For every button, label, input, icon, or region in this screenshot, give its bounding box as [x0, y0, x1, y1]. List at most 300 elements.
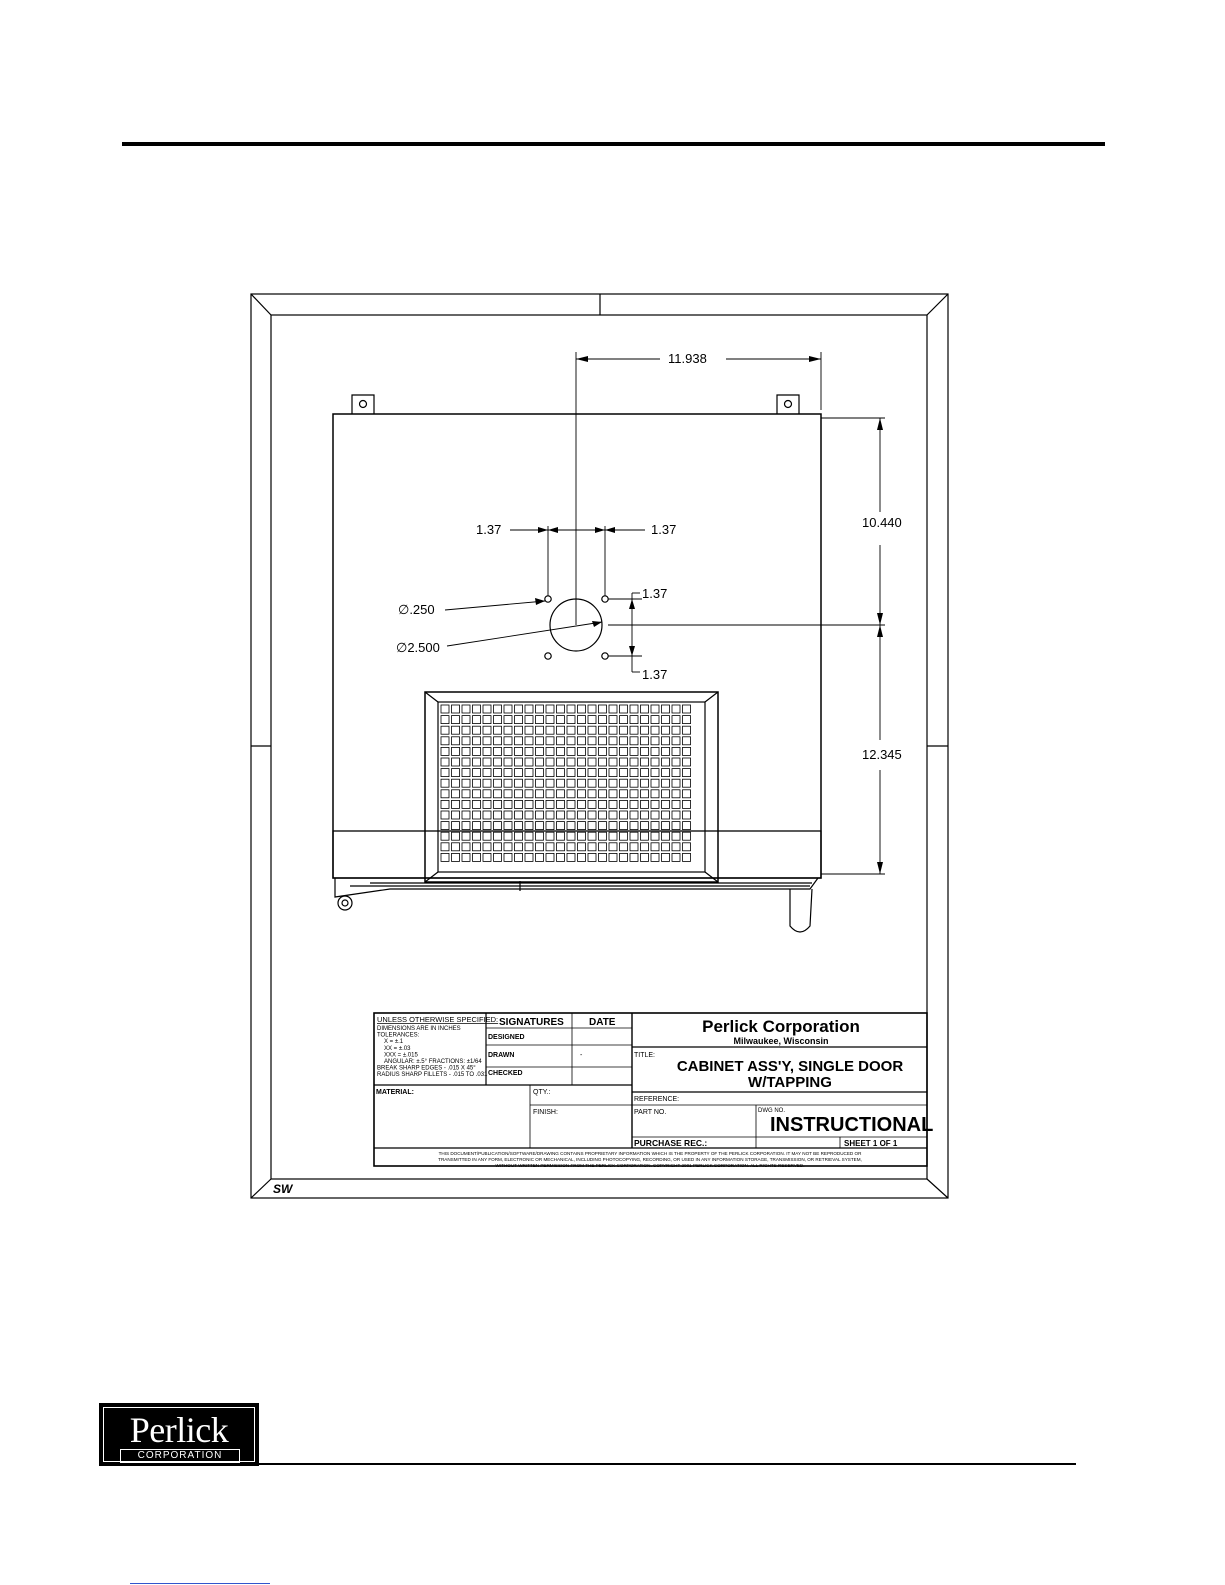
grille-cell: [683, 737, 691, 745]
company-name: Perlick Corporation: [702, 1017, 860, 1036]
grille-cell: [452, 800, 460, 808]
grille-cell: [672, 726, 680, 734]
grille-cell: [483, 843, 491, 851]
grille-cell: [630, 811, 638, 819]
grille-cell: [588, 800, 596, 808]
grille-cell: [641, 853, 649, 861]
grille-cell: [462, 716, 470, 724]
grille-cell: [683, 705, 691, 713]
grille-cell: [662, 822, 670, 830]
grille-cell: [641, 832, 649, 840]
grille-cell: [662, 832, 670, 840]
grille-cell: [651, 811, 659, 819]
grille-cell: [441, 800, 449, 808]
grille-cell: [578, 790, 586, 798]
grille-cell: [557, 705, 565, 713]
grille-cell: [588, 822, 596, 830]
grille-cell: [462, 853, 470, 861]
grille-cell: [473, 779, 481, 787]
grille-cell: [462, 811, 470, 819]
grille-cell: [662, 800, 670, 808]
grille-cell: [567, 779, 575, 787]
sheet-mark: SW: [273, 1182, 293, 1196]
finish-label: FINISH:: [533, 1109, 558, 1116]
grille-cell: [683, 716, 691, 724]
grille-cell: [557, 747, 565, 755]
logo-border: [103, 1407, 255, 1462]
grille-cell: [620, 800, 628, 808]
grille-cell: [609, 790, 617, 798]
grille-cell: [546, 779, 554, 787]
grille-cell: [483, 853, 491, 861]
grille-cell: [578, 716, 586, 724]
grille-cell: [462, 843, 470, 851]
grille-cell: [588, 853, 596, 861]
grille-cell: [504, 716, 512, 724]
grille-cell: [546, 747, 554, 755]
grille-cell: [483, 737, 491, 745]
grille-cell: [441, 758, 449, 766]
dim-hole-spacing-bottom: 1.37: [642, 667, 668, 682]
grille-cell: [609, 843, 617, 851]
grille-cell: [515, 853, 523, 861]
sheet-label: SHEET 1 OF 1: [844, 1139, 898, 1148]
grille-cell: [525, 747, 533, 755]
grille-cell: [515, 779, 523, 787]
grille-cell: [651, 737, 659, 745]
grille-cell: [630, 779, 638, 787]
kick-plate: [333, 831, 821, 878]
grille-cell: [662, 716, 670, 724]
grille-cell: [567, 790, 575, 798]
tolerance-line: XX = ±.03: [384, 1045, 411, 1052]
small-hole-bottom-left: [545, 653, 551, 659]
grille-cell: [609, 853, 617, 861]
grille-cell: [483, 811, 491, 819]
grille-cell: [483, 758, 491, 766]
grille-cell: [473, 769, 481, 777]
grille-cell: [609, 737, 617, 745]
grille-cell: [462, 822, 470, 830]
grille-cell: [672, 822, 680, 830]
grille-cell: [483, 790, 491, 798]
grille-cell: [462, 832, 470, 840]
grille-cell: [515, 832, 523, 840]
grille-cell: [483, 705, 491, 713]
grille-cell: [525, 779, 533, 787]
grille-cell: [473, 832, 481, 840]
grille-cell: [567, 758, 575, 766]
grille-cell: [557, 726, 565, 734]
grille-cell: [546, 705, 554, 713]
grille-cell: [578, 769, 586, 777]
grille-cell: [683, 779, 691, 787]
grille-cell: [557, 832, 565, 840]
grille-cell: [662, 737, 670, 745]
tolerance-line: TOLERANCES:: [377, 1032, 420, 1039]
grille-cell: [452, 790, 460, 798]
grille-cell: [567, 843, 575, 851]
grille-cell: [494, 853, 502, 861]
dim-large-hole-diameter: ∅2.500: [396, 640, 440, 655]
grille-cell: [567, 853, 575, 861]
grille-cell: [578, 747, 586, 755]
grille-cell: [588, 737, 596, 745]
grille-cell: [630, 747, 638, 755]
grille-cell: [441, 779, 449, 787]
grille-cell: [525, 716, 533, 724]
grille-cell: [504, 726, 512, 734]
grille-cell: [672, 843, 680, 851]
grille-cell: [525, 726, 533, 734]
grille-cell: [546, 769, 554, 777]
grille-cell: [546, 811, 554, 819]
grille-cell: [662, 811, 670, 819]
grille-cell: [609, 758, 617, 766]
grille-cell: [515, 790, 523, 798]
grille-cell: [620, 737, 628, 745]
grille-cell: [452, 853, 460, 861]
grille-cell: [504, 747, 512, 755]
grille-cell: [630, 716, 638, 724]
grille-cell: [630, 769, 638, 777]
reference-label: REFERENCE:: [634, 1096, 680, 1103]
grille-cell: [546, 843, 554, 851]
grille-cell: [441, 705, 449, 713]
grille-cell: [683, 843, 691, 851]
grille-cell: [515, 800, 523, 808]
grille-cell: [494, 790, 502, 798]
grille-cell: [515, 705, 523, 713]
grille-cell: [557, 737, 565, 745]
grille-cell: [567, 800, 575, 808]
grille-cell: [609, 747, 617, 755]
grille-cell: [536, 822, 544, 830]
grille-cell: [567, 769, 575, 777]
title-label: TITLE:: [634, 1052, 656, 1059]
grille-cell: [504, 737, 512, 745]
grille-cell: [672, 769, 680, 777]
grille-cell: [651, 779, 659, 787]
grille-cell: [620, 853, 628, 861]
grille-cell: [672, 790, 680, 798]
grille-cell: [567, 822, 575, 830]
grille-cell: [504, 832, 512, 840]
grille-cell: [567, 716, 575, 724]
grille-cell: [515, 716, 523, 724]
grille-cell: [630, 822, 638, 830]
grille-cell: [609, 716, 617, 724]
dim-hole-spacing-left: 1.37: [476, 522, 502, 537]
grille-cell: [651, 853, 659, 861]
footer-link-line: [130, 1583, 270, 1584]
grille-cell: [620, 726, 628, 734]
grille-cell: [672, 747, 680, 755]
grille-cell: [609, 822, 617, 830]
logo-corporation: CORPORATION: [120, 1449, 240, 1463]
grille-cell: [609, 800, 617, 808]
grille-cell: [651, 800, 659, 808]
grille-cell: [452, 758, 460, 766]
grille-cell: [609, 726, 617, 734]
proprietary-notice-line: TRANSMITTED IN ANY FORM, ELECTRONIC OR MECHANICAL, INCLUDING PHOTOCOPYING, RECORDING, OR USED IN ANY INFORMATION STORAGE, TRANSMISSION, OR RETRIEVAL SYSTEM,: [438, 1157, 862, 1162]
grille-cell: [599, 790, 607, 798]
grille-cell: [557, 716, 565, 724]
grille-cell: [494, 779, 502, 787]
grille-cell: [630, 705, 638, 713]
grille-cell: [683, 747, 691, 755]
purchase-rec-label: PURCHASE REC.:: [634, 1138, 708, 1148]
grille-cell: [452, 779, 460, 787]
grille-cell: [525, 832, 533, 840]
grille-cell: [630, 726, 638, 734]
grille-cell: [599, 747, 607, 755]
grille-cell: [452, 705, 460, 713]
grille-cell: [494, 800, 502, 808]
grille-cell: [462, 769, 470, 777]
small-hole-top-right: [602, 596, 608, 602]
grille-cell: [483, 747, 491, 755]
grille-cell: [525, 769, 533, 777]
tolerance-heading: UNLESS OTHERWISE SPECIFIED:: [377, 1015, 499, 1024]
grille-cell: [473, 790, 481, 798]
grille-cell: [683, 822, 691, 830]
grille-cell: [441, 822, 449, 830]
dim-upper-height: 10.440: [862, 515, 902, 530]
grille-cell: [599, 716, 607, 724]
grille-cell: [515, 843, 523, 851]
grille-cell: [536, 716, 544, 724]
grille-cell: [651, 822, 659, 830]
grille-cell: [504, 758, 512, 766]
grille-cell: [557, 758, 565, 766]
grille-cell: [630, 758, 638, 766]
grille-cell: [473, 726, 481, 734]
grille-cell: [536, 705, 544, 713]
dim-small-hole-diameter: ∅.250: [398, 602, 435, 617]
grille-cell: [630, 790, 638, 798]
grille-cell: [609, 811, 617, 819]
tolerance-line: ANGULAR: ±.5° FRACTIONS: ±1/64: [384, 1059, 482, 1065]
grille-cell: [504, 800, 512, 808]
grille-cell: [651, 747, 659, 755]
grille-cell: [588, 769, 596, 777]
grille-cell: [672, 853, 680, 861]
grille-cell: [683, 758, 691, 766]
grille-cell: [578, 726, 586, 734]
company-location: Milwaukee, Wisconsin: [733, 1036, 829, 1046]
dwg-no-label: DWG NO.: [758, 1108, 785, 1114]
small-hole-top-left: [545, 596, 551, 602]
grille-cell: [536, 843, 544, 851]
grille-cell: [441, 726, 449, 734]
grille-cell: [567, 747, 575, 755]
grille-cell: [578, 832, 586, 840]
grille-cell: [452, 832, 460, 840]
grille-cell: [546, 758, 554, 766]
grille-cell: [630, 832, 638, 840]
grille-cell: [441, 843, 449, 851]
grille-cell: [588, 716, 596, 724]
grille-cell: [641, 716, 649, 724]
grille-cell: [546, 737, 554, 745]
grille-cell: [452, 726, 460, 734]
grille-cell: [599, 800, 607, 808]
grille-cell: [473, 843, 481, 851]
drawn-date: -: [580, 1052, 583, 1059]
grille-cell: [662, 843, 670, 851]
grille-cell: [599, 737, 607, 745]
drawing-title-line2: W/TAPPING: [748, 1074, 832, 1091]
grille-cell: [452, 747, 460, 755]
grille-cell: [578, 822, 586, 830]
grille-cell: [504, 779, 512, 787]
grille-cell: [483, 779, 491, 787]
grille-cell: [462, 758, 470, 766]
grille-cell: [599, 853, 607, 861]
grille-cell: [473, 737, 481, 745]
grille-cell: [525, 853, 533, 861]
grille-cell: [483, 832, 491, 840]
grille-cell: [536, 790, 544, 798]
grille-cell: [588, 726, 596, 734]
grille-cell: [473, 853, 481, 861]
grille-cell: [515, 811, 523, 819]
grille-cell: [441, 737, 449, 745]
grille-cell: [441, 853, 449, 861]
grille-cell: [504, 769, 512, 777]
grille-cell: [567, 832, 575, 840]
grille-cell: [672, 758, 680, 766]
grille-cell: [662, 747, 670, 755]
grille-cell: [494, 716, 502, 724]
grille-cell: [494, 822, 502, 830]
drawing-frame-inner: [271, 315, 927, 1179]
grille-cell: [683, 790, 691, 798]
left-foot: [338, 896, 352, 910]
part-no-label: PART NO.: [634, 1109, 667, 1116]
grille-cell: [504, 811, 512, 819]
grille-cell: [641, 811, 649, 819]
grille-cell: [599, 758, 607, 766]
dim-hole-spacing-top: 1.37: [642, 586, 668, 601]
grille-cell: [515, 758, 523, 766]
grille-cell: [662, 769, 670, 777]
grille-cell: [662, 705, 670, 713]
grille-cell: [441, 790, 449, 798]
grille-cell: [536, 747, 544, 755]
grille-cell: [483, 800, 491, 808]
grille-cell: [683, 853, 691, 861]
grille-cell: [641, 800, 649, 808]
grille-cell: [578, 758, 586, 766]
material-label: MATERIAL:: [376, 1089, 414, 1096]
grille-cell: [651, 705, 659, 713]
grille-cell: [620, 769, 628, 777]
proprietary-notice-line: WITHOUT WRITTEN PERMISSION FROM THE PERLICK CORPORATION. COPYRIGHT 2001 PERLICK CORPORATION. ALL RIGHTS RESERVED.: [495, 1163, 805, 1168]
grille-cell: [662, 726, 670, 734]
tolerance-line: BREAK SHARP EDGES - .015 X 45°: [377, 1065, 476, 1072]
grille-cell: [620, 832, 628, 840]
grille-cell: [462, 747, 470, 755]
grille-cell: [557, 790, 565, 798]
dwg-no-value: INSTRUCTIONAL: [770, 1114, 934, 1136]
grille-cell: [473, 716, 481, 724]
grille-cell: [525, 758, 533, 766]
grille-cell: [525, 822, 533, 830]
grille-cell: [672, 800, 680, 808]
tolerance-line: XXX = ±.015: [384, 1052, 418, 1059]
grille-cell: [588, 843, 596, 851]
small-hole-bottom-right: [602, 653, 608, 659]
grille-cell: [546, 716, 554, 724]
grille-cell: [641, 758, 649, 766]
grille-cell: [578, 853, 586, 861]
grille-cell: [557, 811, 565, 819]
grille-cell: [483, 716, 491, 724]
grille-cell: [536, 726, 544, 734]
grille-cell: [452, 843, 460, 851]
grille-cell: [494, 811, 502, 819]
grille-cell: [641, 779, 649, 787]
grille-cell: [473, 758, 481, 766]
grille-cell: [599, 769, 607, 777]
grille-cell: [546, 853, 554, 861]
grille-cell: [609, 705, 617, 713]
grille-cell: [599, 843, 607, 851]
grille-cell: [494, 843, 502, 851]
grille-cell: [441, 716, 449, 724]
grille-cell: [641, 726, 649, 734]
right-foot: [790, 889, 812, 932]
grille-cell: [567, 811, 575, 819]
grille-cell: [662, 779, 670, 787]
grille-cell: [651, 769, 659, 777]
grille-cell: [525, 705, 533, 713]
perlick-logo: [99, 1403, 259, 1466]
grille-cell: [620, 811, 628, 819]
grille-cell: [546, 822, 554, 830]
grille-cell: [452, 716, 460, 724]
grille-cell: [567, 737, 575, 745]
grille-cell: [620, 747, 628, 755]
grille-cell: [651, 832, 659, 840]
grille-cell: [641, 737, 649, 745]
grille-cell: [515, 822, 523, 830]
grille-cell: [588, 705, 596, 713]
grille-cell: [578, 779, 586, 787]
grille-cell: [452, 769, 460, 777]
grille-cell: [641, 843, 649, 851]
grille-cell: [683, 726, 691, 734]
grille-cell: [630, 800, 638, 808]
grille-cell: [473, 747, 481, 755]
grille-cell: [504, 705, 512, 713]
bottom-rail: [335, 878, 818, 897]
grille-cell: [462, 705, 470, 713]
grille-cell: [546, 726, 554, 734]
date-header: DATE: [589, 1017, 616, 1028]
grille-cell: [525, 790, 533, 798]
grille-cell: [588, 747, 596, 755]
grille-cell: [557, 769, 565, 777]
grille-cell: [441, 769, 449, 777]
grille-cell: [599, 705, 607, 713]
grille-cell: [672, 832, 680, 840]
grille-cell: [662, 853, 670, 861]
grille-cell: [536, 811, 544, 819]
grille-cell: [546, 800, 554, 808]
